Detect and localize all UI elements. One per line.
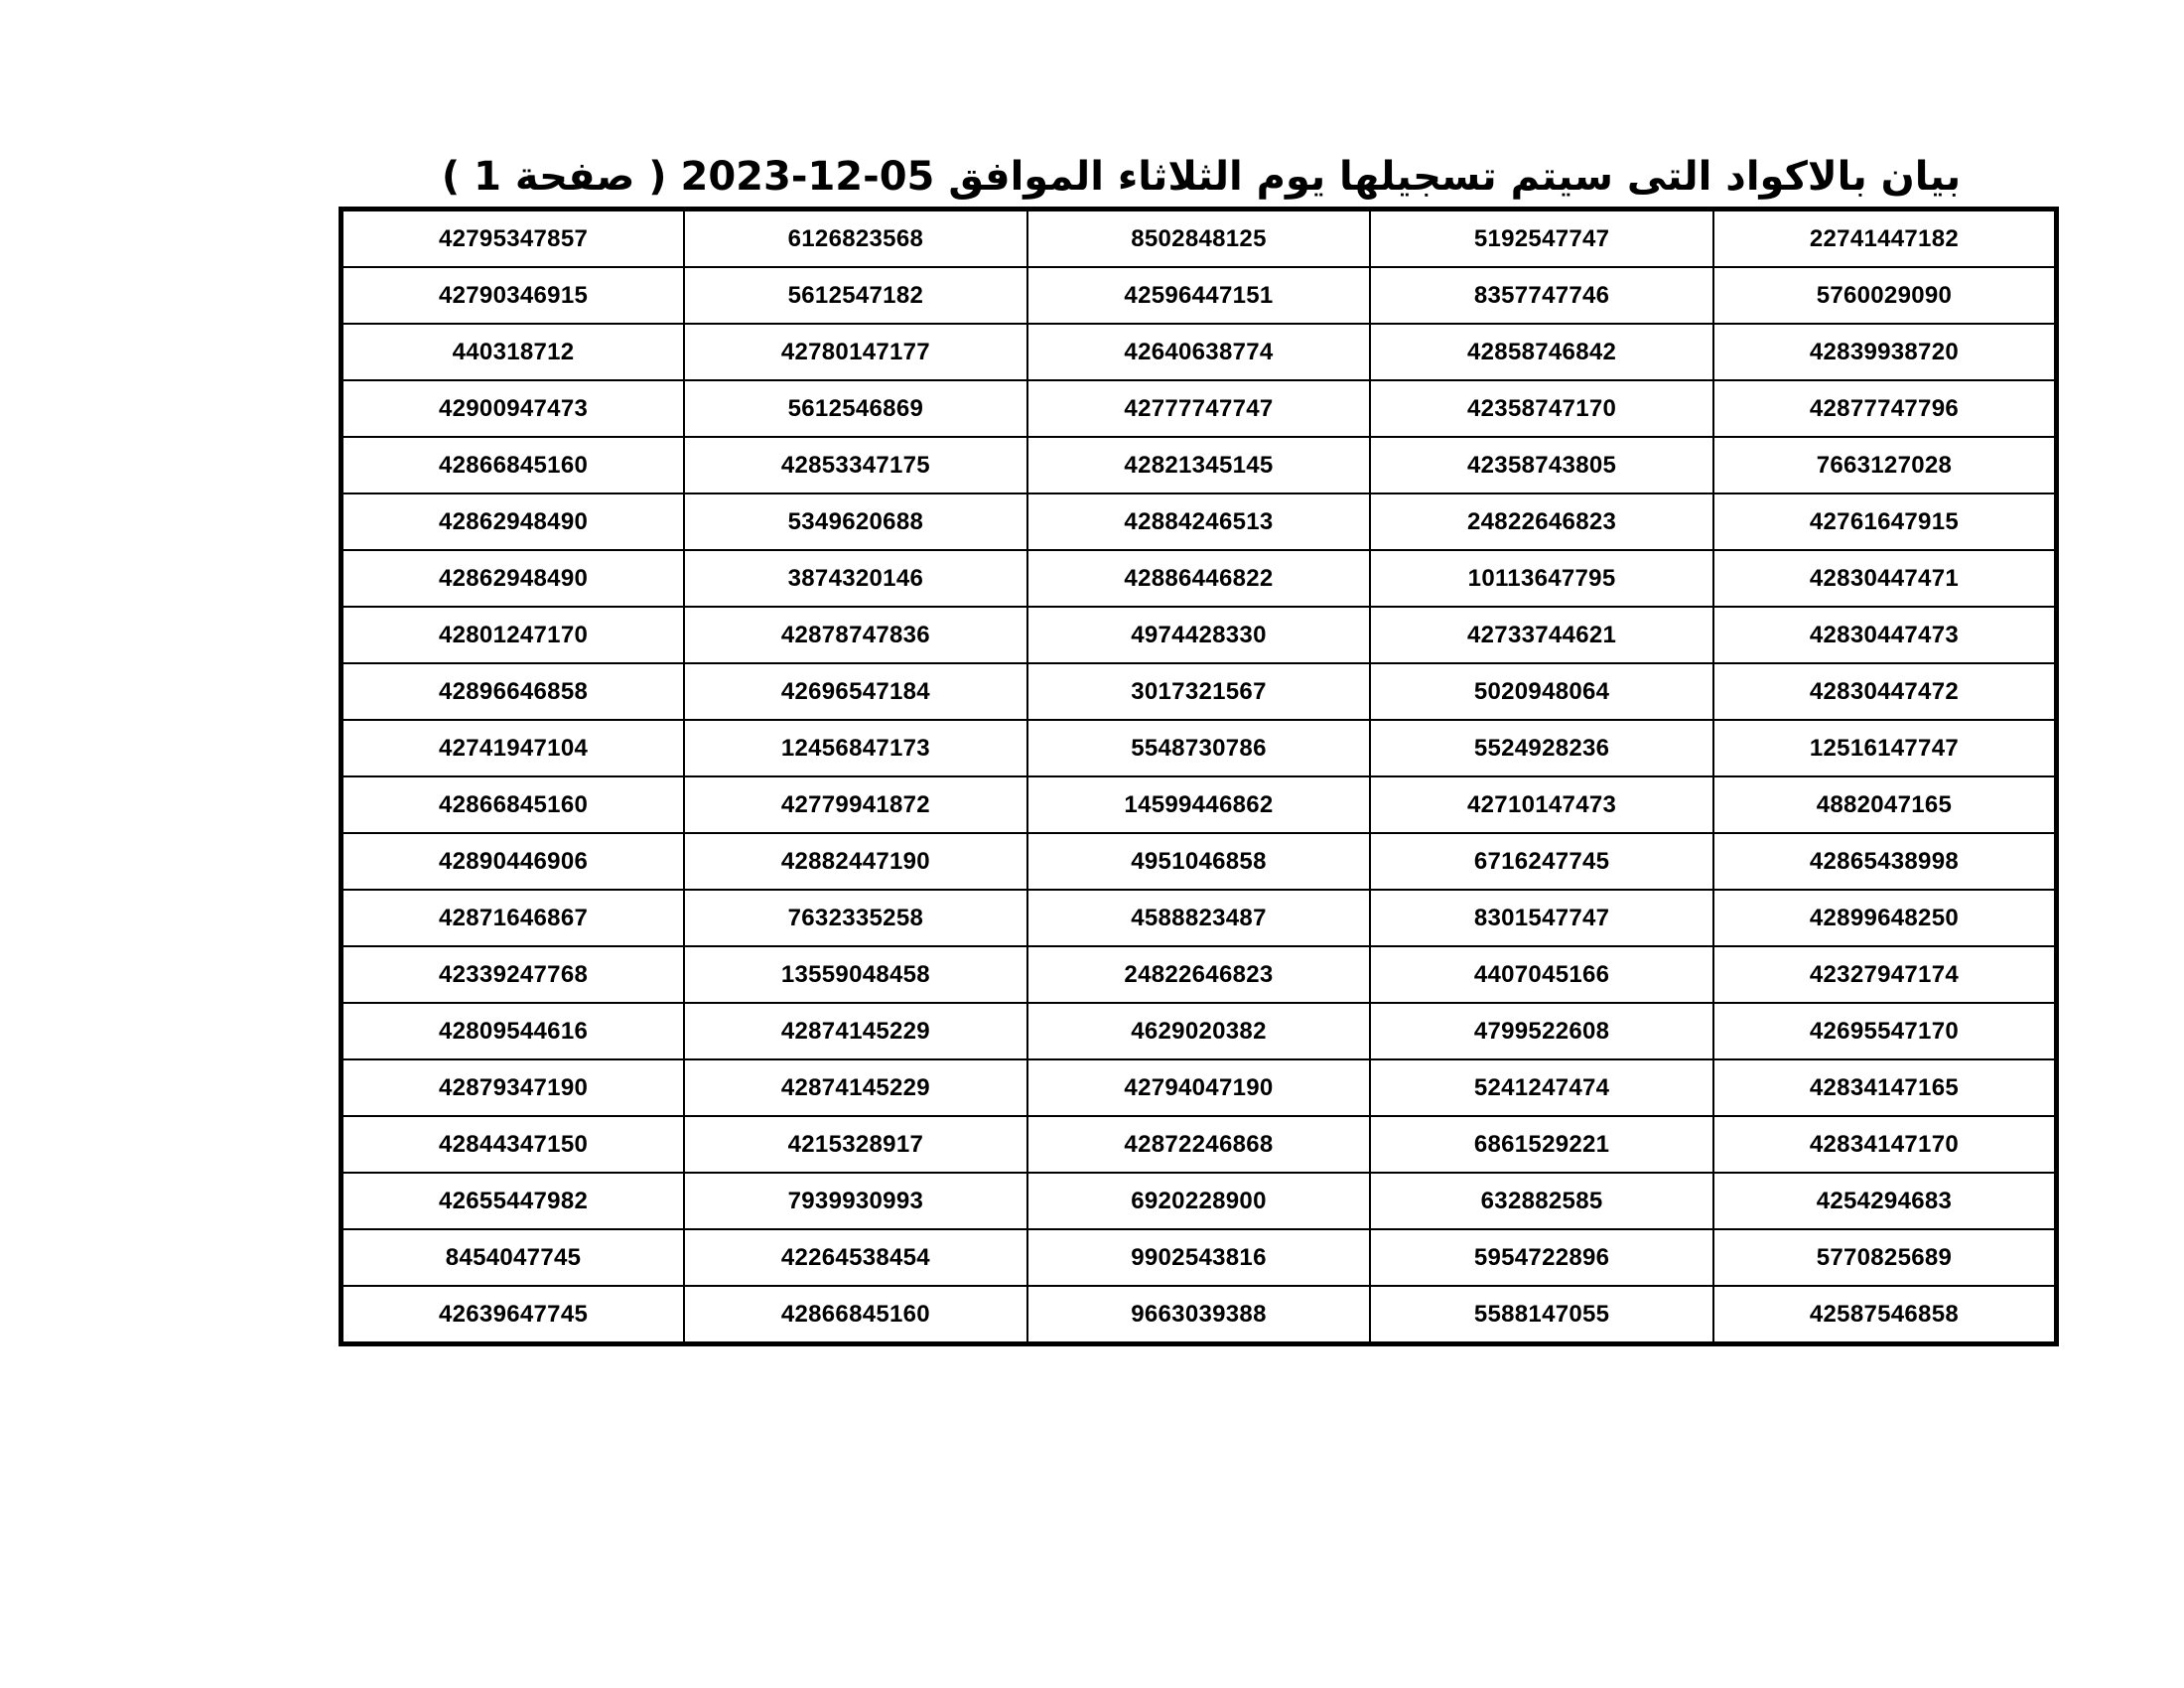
table-cell: 4588823487 [1027, 890, 1371, 946]
table-cell: 42886446822 [1027, 550, 1371, 607]
codes-table-body [341, 210, 2057, 1344]
table-cell: 42830447472 [1713, 663, 2057, 720]
table-cell: 42780147177 [684, 324, 1027, 380]
table-cell: 12456847173 [684, 720, 1027, 776]
table-cell: 42899648250 [1713, 890, 2057, 946]
table-cell: 4215328917 [684, 1116, 1027, 1173]
table-cell: 5760029090 [1713, 267, 2057, 324]
table-cell: 5192547747 [1370, 210, 1713, 268]
table-cell: 42794047190 [1027, 1059, 1371, 1116]
table-cell: 9902543816 [1027, 1229, 1371, 1286]
table-cell: 42264538454 [684, 1229, 1027, 1286]
table-cell: 42809544616 [341, 1003, 685, 1059]
table-cell: 42874145229 [684, 1059, 1027, 1116]
table-cell: 42853347175 [684, 437, 1027, 493]
table-cell: 5954722896 [1370, 1229, 1713, 1286]
table-row [341, 267, 2057, 324]
table-cell: 5588147055 [1370, 1286, 1713, 1344]
table-cell: 4629020382 [1027, 1003, 1371, 1059]
table-row [341, 1286, 2057, 1344]
table-cell: 22741447182 [1713, 210, 2057, 268]
table-row [341, 720, 2057, 776]
table-cell: 4407045166 [1370, 946, 1713, 1003]
table-row [341, 833, 2057, 890]
table-row [341, 380, 2057, 437]
table-cell: 42877747796 [1713, 380, 2057, 437]
table-cell: 24822646823 [1370, 493, 1713, 550]
table-cell: 42830447473 [1713, 607, 2057, 663]
table-cell: 5548730786 [1027, 720, 1371, 776]
table-cell: 42878747836 [684, 607, 1027, 663]
table-cell: 42741947104 [341, 720, 685, 776]
table-cell: 42871646867 [341, 890, 685, 946]
table-cell: 42777747747 [1027, 380, 1371, 437]
table-cell: 42790346915 [341, 267, 685, 324]
table-cell: 440318712 [341, 324, 685, 380]
table-cell: 4974428330 [1027, 607, 1371, 663]
table-cell: 24822646823 [1027, 946, 1371, 1003]
table-cell: 42733744621 [1370, 607, 1713, 663]
table-row [341, 324, 2057, 380]
table-cell: 42358747170 [1370, 380, 1713, 437]
table-cell: 42696547184 [684, 663, 1027, 720]
table-cell: 42862948490 [341, 493, 685, 550]
table-cell: 42761647915 [1713, 493, 2057, 550]
table-cell: 8357747746 [1370, 267, 1713, 324]
table-cell: 42327947174 [1713, 946, 2057, 1003]
table-row [341, 437, 2057, 493]
table-cell: 5612547182 [684, 267, 1027, 324]
table-cell: 3874320146 [684, 550, 1027, 607]
table-cell: 5612546869 [684, 380, 1027, 437]
table-cell: 42866845160 [341, 776, 685, 833]
table-cell: 42865438998 [1713, 833, 2057, 890]
table-cell: 12516147747 [1713, 720, 2057, 776]
table-cell: 42710147473 [1370, 776, 1713, 833]
table-cell: 42896646858 [341, 663, 685, 720]
table-cell: 5020948064 [1370, 663, 1713, 720]
table-cell: 8502848125 [1027, 210, 1371, 268]
table-cell: 10113647795 [1370, 550, 1713, 607]
table-cell: 8301547747 [1370, 890, 1713, 946]
codes-table [339, 207, 2059, 1346]
table-row [341, 607, 2057, 663]
table-row [341, 946, 2057, 1003]
table-row [341, 1229, 2057, 1286]
table-cell: 6126823568 [684, 210, 1027, 268]
page-title: بيان بالاكواد التى سيتم تسجيلها يوم الثلاثاء الموافق 05-12-2023 ( صفحة 1 ) [441, 154, 1962, 200]
table-cell: 42358743805 [1370, 437, 1713, 493]
table-cell: 13559048458 [684, 946, 1027, 1003]
table-cell: 42844347150 [341, 1116, 685, 1173]
table-cell: 42830447471 [1713, 550, 2057, 607]
table-cell: 7939930993 [684, 1173, 1027, 1229]
table-cell: 42839938720 [1713, 324, 2057, 380]
table-row [341, 890, 2057, 946]
table-cell: 5241247474 [1370, 1059, 1713, 1116]
table-cell: 42640638774 [1027, 324, 1371, 380]
table-cell: 5524928236 [1370, 720, 1713, 776]
table-cell: 42900947473 [341, 380, 685, 437]
table-cell: 42882447190 [684, 833, 1027, 890]
table-cell: 632882585 [1370, 1173, 1713, 1229]
table-cell: 42779941872 [684, 776, 1027, 833]
table-row [341, 550, 2057, 607]
table-cell: 8454047745 [341, 1229, 685, 1286]
table-cell: 42872246868 [1027, 1116, 1371, 1173]
table-cell: 4951046858 [1027, 833, 1371, 890]
table-cell: 42858746842 [1370, 324, 1713, 380]
table-cell: 42821345145 [1027, 437, 1371, 493]
table-cell: 42339247768 [341, 946, 685, 1003]
table-cell: 42639647745 [341, 1286, 685, 1344]
table-cell: 42890446906 [341, 833, 685, 890]
table-row [341, 210, 2057, 268]
table-cell: 6920228900 [1027, 1173, 1371, 1229]
table-cell: 42695547170 [1713, 1003, 2057, 1059]
table-row [341, 776, 2057, 833]
table-cell: 3017321567 [1027, 663, 1371, 720]
table-row [341, 663, 2057, 720]
table-cell: 7663127028 [1713, 437, 2057, 493]
table-cell: 6861529221 [1370, 1116, 1713, 1173]
table-cell: 42866845160 [341, 437, 685, 493]
table-row [341, 493, 2057, 550]
table-row [341, 1003, 2057, 1059]
table-cell: 42587546858 [1713, 1286, 2057, 1344]
table-cell: 42862948490 [341, 550, 685, 607]
table-cell: 7632335258 [684, 890, 1027, 946]
table-row [341, 1116, 2057, 1173]
table-cell: 5349620688 [684, 493, 1027, 550]
table-cell: 42866845160 [684, 1286, 1027, 1344]
table-cell: 4254294683 [1713, 1173, 2057, 1229]
table-cell: 6716247745 [1370, 833, 1713, 890]
table-cell: 42596447151 [1027, 267, 1371, 324]
table-cell: 14599446862 [1027, 776, 1371, 833]
table-cell: 42884246513 [1027, 493, 1371, 550]
table-cell: 4882047165 [1713, 776, 2057, 833]
table-cell: 42879347190 [341, 1059, 685, 1116]
table-row [341, 1059, 2057, 1116]
table-cell: 42874145229 [684, 1003, 1027, 1059]
table-cell: 42834147170 [1713, 1116, 2057, 1173]
table-cell: 42801247170 [341, 607, 685, 663]
table-cell: 5770825689 [1713, 1229, 2057, 1286]
table-cell: 9663039388 [1027, 1286, 1371, 1344]
table-cell: 42655447982 [341, 1173, 685, 1229]
table-cell: 42795347857 [341, 210, 685, 268]
table-cell: 42834147165 [1713, 1059, 2057, 1116]
table-cell: 4799522608 [1370, 1003, 1713, 1059]
table-row [341, 1173, 2057, 1229]
